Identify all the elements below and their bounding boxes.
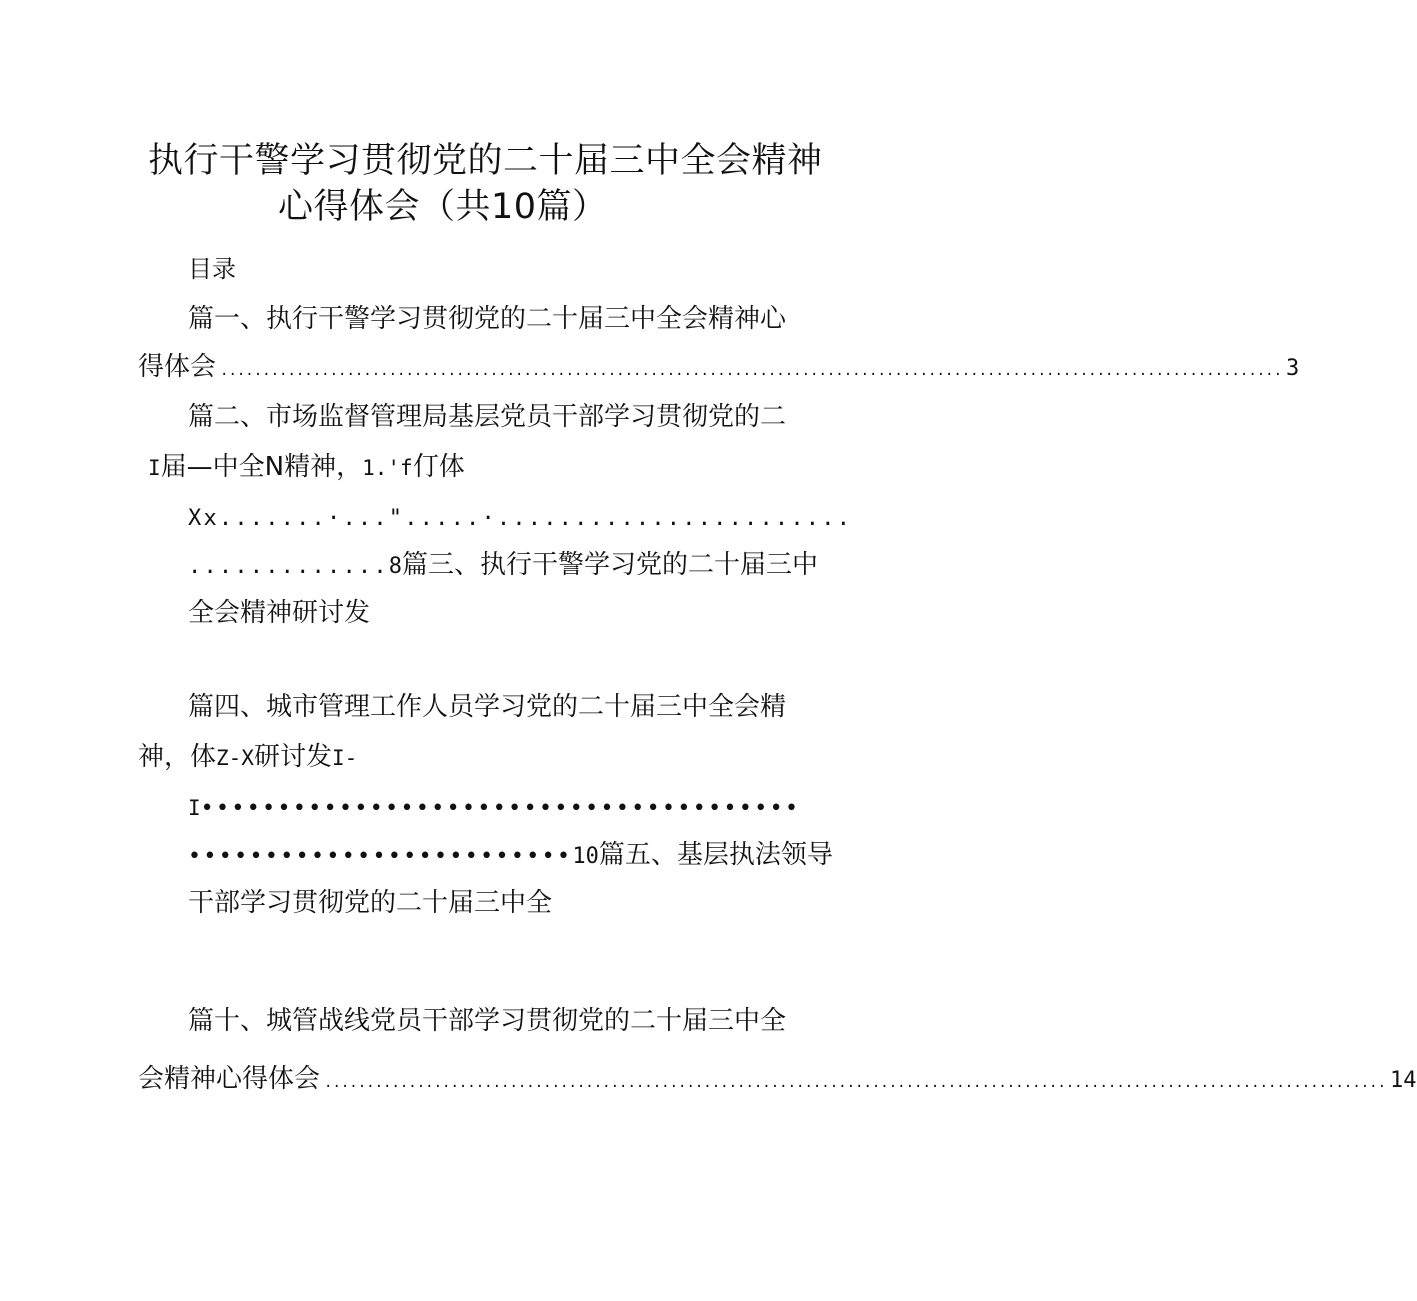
toc-entry-4-text: 神，体: [138, 742, 217, 772]
toc-entry-1-line-2[interactable]: [138, 350, 1300, 388]
toc-entry-1-line-1[interactable]: 篇一、执行干警学习贯彻党的二十届三中全会精神心: [188, 304, 787, 334]
toc-entry-10-page: 14: [1390, 1068, 1417, 1093]
toc-entry-2-line-2[interactable]: [148, 450, 465, 485]
toc-entry-10-text: 会精神心得体会: [138, 1064, 321, 1094]
toc-entry-2-dots: Xx.......·...".....·.......................: [188, 506, 853, 531]
toc-entry-4-text-2: 研讨发: [253, 742, 332, 772]
toc-entry-4-bullets: •••••••••••••••••••••••••••••••••••••••: [200, 796, 801, 821]
document-title-line-2: 心得体会（共10篇）: [278, 187, 608, 227]
toc-entry-2-mono: 1.'f: [362, 456, 413, 480]
document-title-line-1: 执行干警学习贯彻党的二十届三中全会精神: [148, 141, 823, 181]
toc-entry-1-page: 3: [1286, 356, 1300, 381]
toc-entry-2-line-1[interactable]: 篇二、市场监督管理局基层党员干部学习贯彻党的二: [188, 402, 787, 432]
toc-entry-10-line-2[interactable]: [138, 1062, 1417, 1100]
toc-entry-2-prefix: I: [148, 456, 161, 480]
toc-entry-4-line-4[interactable]: [188, 838, 833, 874]
toc-entry-5-line-1: 篇五、基层执法领导: [598, 840, 833, 870]
toc-entry-10-line-1[interactable]: 篇十、城管战线党员干部学习贯彻党的二十届三中全: [188, 1006, 787, 1036]
toc-entry-2-text: 届—中全N精神，: [160, 452, 363, 482]
toc-entry-4-mono-2: I-: [331, 746, 358, 770]
toc-entry-10-leader: ..............................................................................................................................: [324, 1075, 1387, 1091]
toc-heading: 目录: [188, 255, 236, 283]
toc-entry-3-line-2[interactable]: 全会精神研讨发: [188, 598, 371, 628]
toc-entry-2-dots-2: .............: [188, 554, 389, 579]
toc-entry-4-page: 10: [572, 844, 599, 869]
toc-entry-5-line-2[interactable]: 干部学习贯彻党的二十届三中全: [188, 888, 553, 918]
toc-entry-2-line-3: [188, 500, 853, 536]
toc-entry-1-text: 得体会: [138, 352, 217, 382]
toc-entry-2-page: 8: [388, 554, 403, 579]
toc-entry-4-line-3: [188, 790, 801, 825]
toc-entry-4-bullets-2: •••••••••••••••••••••••••: [188, 844, 573, 869]
toc-entry-2-tail: 仃体: [412, 452, 465, 482]
toc-entry-4-prefix: I: [188, 796, 201, 820]
toc-entry-4-mono: Z-X: [216, 746, 254, 770]
toc-entry-2-line-4[interactable]: [188, 548, 818, 584]
toc-entry-4-line-2[interactable]: [138, 740, 357, 775]
toc-entry-3-line-1: 篇三、执行干警学习党的二十届三中: [402, 550, 819, 580]
toc-entry-1-leader: ..............................................................................................................................: [220, 363, 1283, 379]
toc-entry-4-line-1[interactable]: 篇四、城市管理工作人员学习党的二十届三中全会精: [188, 692, 787, 722]
